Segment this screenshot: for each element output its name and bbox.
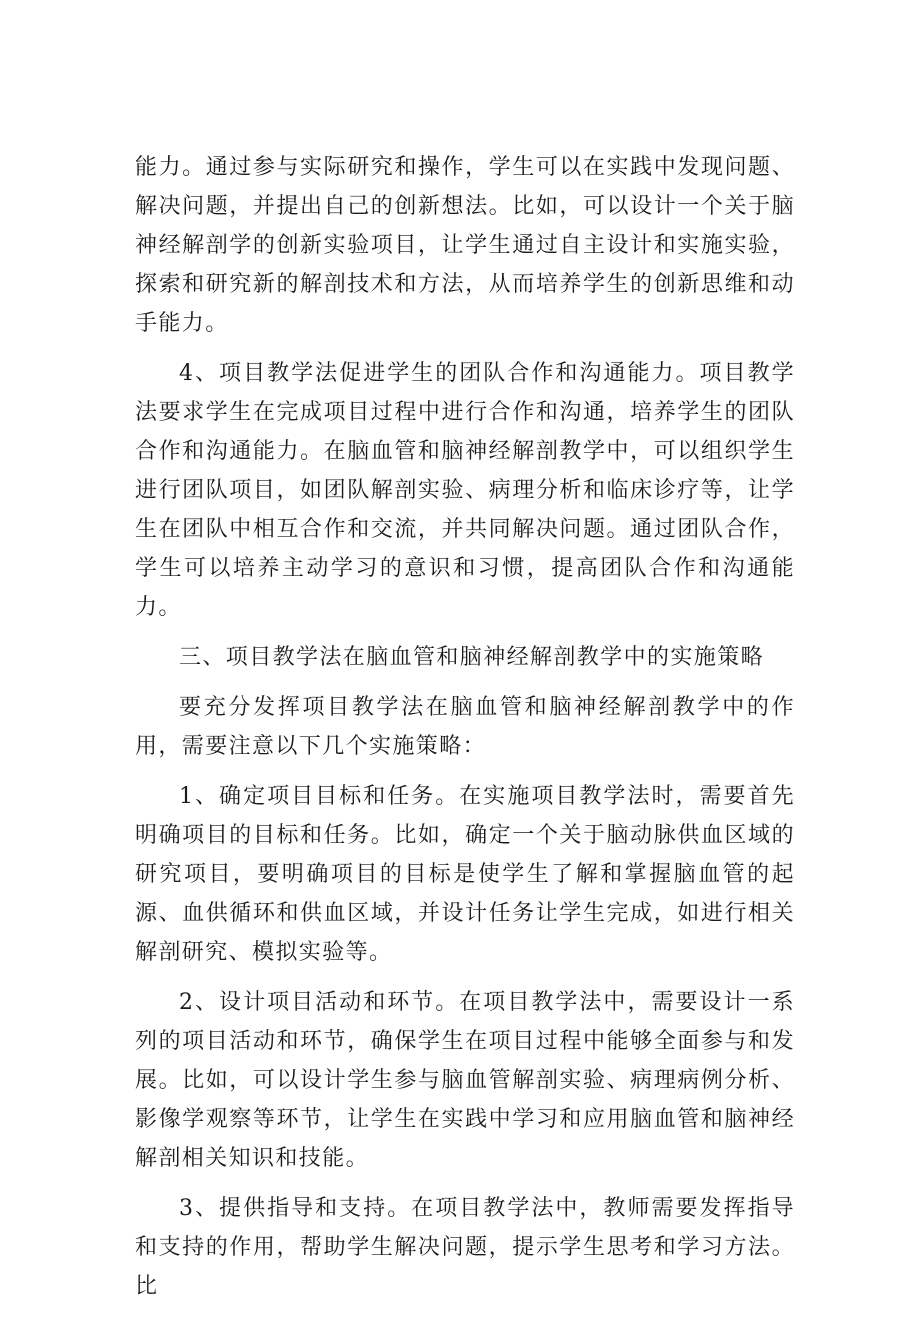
paragraph-strategies-intro: 要充分发挥项目教学法在脑血管和脑神经解剖教学中的作用，需要注意以下几个实施策略： — [135, 695, 795, 759]
section-heading-3: 三、项目教学法在脑血管和脑神经解剖教学中的实施策略 — [179, 645, 765, 670]
paragraph-point-4: 4、项目教学法促进学生的团队合作和沟通能力。项目教学法要求学生在完成项目过程中进行合作和沟通，培养学生的团队合作和沟通能力。在脑血管和脑神经解剖教学中，可以组织学生进行团队项目，如团队解剖实验、病理分析和临床诊疗等，让学生在团队中相互合作和交流，并共同解决问题。通过团队合作，学生可以培养主动学习的意识和习惯，提高团队合作和沟通能力。 — [135, 361, 795, 620]
paragraph-strategy-1: 1、确定项目目标和任务。在实施项目教学法时，需要首先明确项目的目标和任务。比如，确定一个关于脑动脉供血区域的研究项目，要明确项目的目标是使学生了解和掌握脑血管的起源、血供循环和供血区域，并设计任务让学生完成，如进行相关解剖研究、模拟实验等。 — [135, 784, 795, 965]
paragraph-strategy-2: 2、设计项目活动和环节。在项目教学法中，需要设计一系列的项目活动和环节，确保学生在项目过程中能够全面参与和发展。比如，可以设计学生参与脑血管解剖实验、病理病例分析、影像学观察等环节，让学生在实践中学习和应用脑血管和脑神经解剖相关知识和技能。 — [135, 990, 795, 1171]
paragraph-strategy-3: 3、提供指导和支持。在项目教学法中，教师需要发挥指导和支持的作用，帮助学生解决问题，提示学生思考和学习方法。比 — [135, 1196, 795, 1299]
paragraph-continued: 能力。通过参与实际研究和操作，学生可以在实践中发现问题、解决问题，并提出自己的创新想法。比如，可以设计一个关于脑神经解剖学的创新实验项目，让学生通过自主设计和实施实验，探索和研究新的解剖技术和方法，从而培养学生的创新思维和动手能力。 — [135, 155, 795, 336]
document-body — [135, 148, 795, 1317]
